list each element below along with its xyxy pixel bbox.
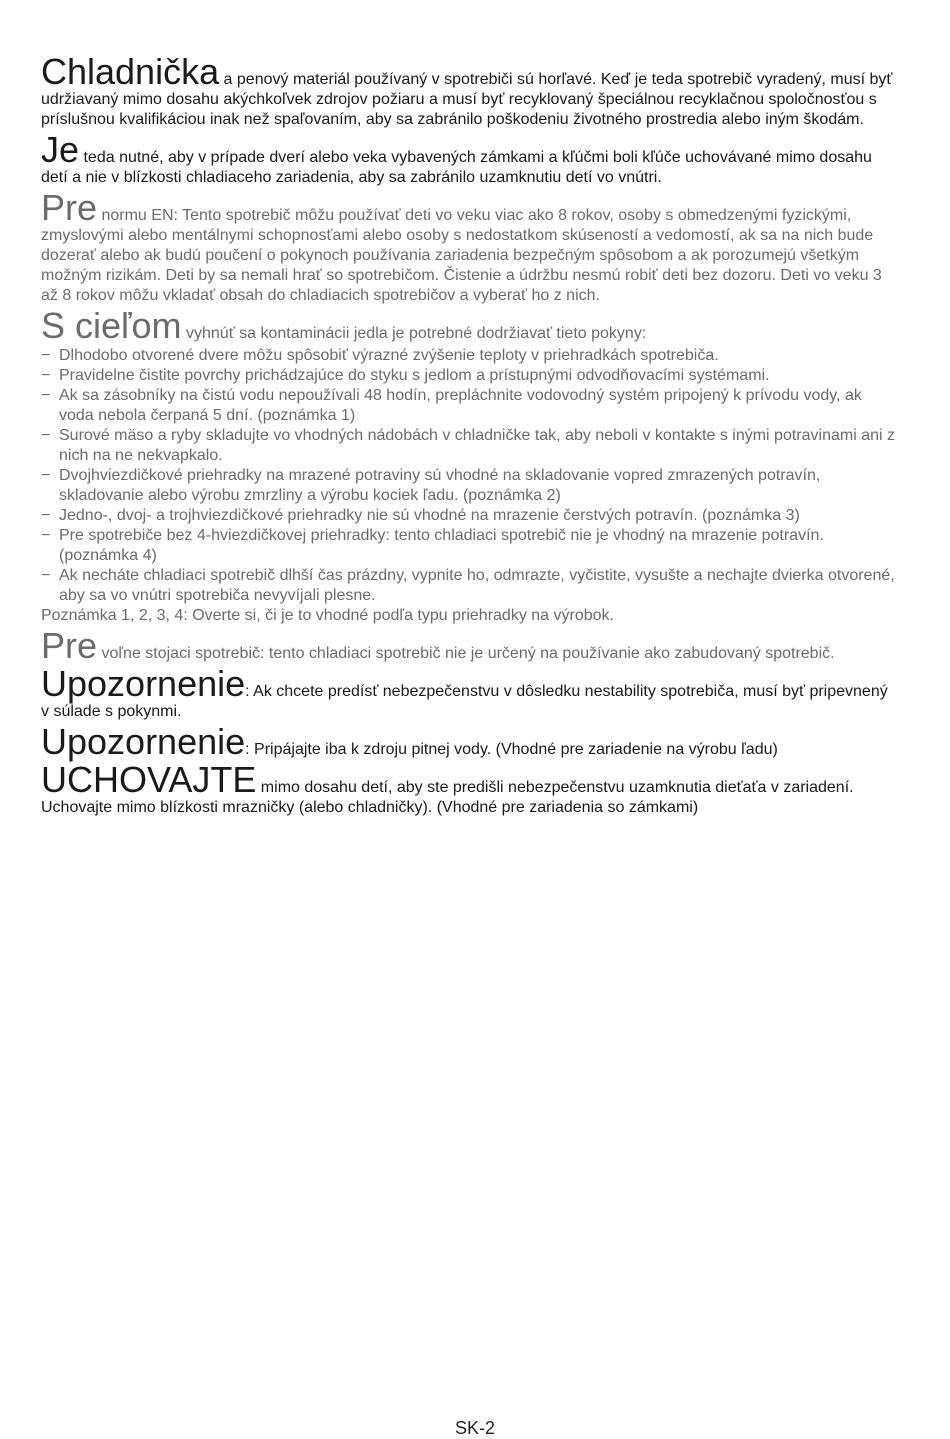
list-item: − Ak necháte chladiaci spotrebič dlhší čas prázdny, vypnite ho, odmrazte, vyčistite, vysušte a nechajte dvierka otvorené, aby sa vo vnútri spotrebiča nevyvíjali plesne. bbox=[41, 566, 897, 606]
lead-word: Pre bbox=[41, 625, 98, 666]
paragraph-keys bbox=[41, 129, 897, 188]
lead-word: S cieľom bbox=[41, 305, 182, 346]
lead-word: UCHOVAJTE bbox=[41, 759, 257, 800]
list-item: − Pre spotrebiče bez 4-hviezdičkovej priehradky: tento chladiaci spotrebič nie je vhodný na mrazenie potravín. (poznámka 4) bbox=[41, 526, 897, 566]
paragraph-freestanding bbox=[41, 625, 897, 666]
lead-word: Je bbox=[41, 129, 80, 170]
paragraph-warning-stability bbox=[41, 663, 897, 722]
lead-word: Upozornenie bbox=[41, 663, 246, 704]
paragraph-keep-away bbox=[41, 759, 897, 818]
paragraph-text: teda nutné, aby v prípade dverí alebo veka vybavených zámkami a kľúčmi boli kľúče uchovávané mimo dosahu detí a nie v blízkosti chladiaceho zariadenia, aby sa zabránilo uzamknutiu detí vo vnútri. bbox=[41, 149, 872, 186]
document-body bbox=[41, 51, 897, 820]
paragraph-text: : Pripájajte iba k zdroju pitnej vody. (Vhodné pre zariadenie na výrobu ľadu) bbox=[245, 741, 778, 758]
paragraph-text: : Ak chcete predísť nebezpečenstvu v dôsledku nestability spotrebiča, musí byť pripevnený v súlade s pokynmi. bbox=[41, 683, 888, 720]
paragraph-en-standard bbox=[41, 187, 897, 306]
paragraph-contamination bbox=[41, 305, 897, 346]
page-number: SK-2 bbox=[454, 1418, 496, 1438]
list-item: − Dvojhviezdičkové priehradky na mrazené potraviny sú vhodné na skladovanie vopred zmrazených potravín, skladovanie alebo výrobu zmrzliny a výrobu kociek ľadu. (poznámka 2) bbox=[41, 466, 897, 506]
lead-word: Pre bbox=[41, 187, 98, 228]
paragraph-flammable bbox=[41, 51, 897, 130]
list-item: − Jedno-, dvoj- a trojhviezdičkové priehradky nie sú vhodné na mrazenie čerstvých potravín. (poznámka 3) bbox=[41, 506, 897, 526]
lead-word: Upozornenie bbox=[41, 721, 246, 762]
paragraph-text: normu EN: Tento spotrebič môžu používať deti vo veku viac ako 8 rokov, osoby s obmedzenými fyzickými, zmyslovými alebo mentálnymi schopnosťami alebo osoby s nedostatkom skúseností a vedomostí, ak sa na nich bude dozerať alebo ak budú poučení o pokynoch používania zariadenia bezpečným spôsobom a ak porozumejú všetkým možným rizikám. Deti by sa nemali hrať so spotrebičom. Čistenie a údržbu nesmú robiť deti bez dozoru. Deti vo veku 3 až 8 rokov môžu vkladať obsah do chladiacich spotrebičov a vyberať ho z nich. bbox=[41, 207, 882, 304]
instruction-list bbox=[41, 346, 897, 606]
note-text: Poznámka 1, 2, 3, 4: Overte si, či je to vhodné podľa typu priehradky na výrobok. bbox=[41, 607, 614, 624]
lead-word: Chladnička bbox=[41, 51, 220, 92]
paragraph-text: mimo dosahu detí, aby ste predišli nebezpečenstvu uzamknutia dieťaťa v zariadení. Uchovajte mimo blízkosti mrazničky (alebo chladničky). (Vhodné pre zariadenia so zámkami) bbox=[41, 779, 854, 816]
paragraph-text: a penový materiál používaný v spotrebiči sú horľavé. Keď je teda spotrebič vyradený, musí byť udržiavaný mimo dosahu akýchkoľvek zdrojov požiaru a musí byť recyklovaný špeciálnou recyklačnou spoločnosťou s príslušnou kvalifikáciou inak než spaľovaním, aby sa zabránilo poškodeniu životného prostredia alebo iným škodám. bbox=[41, 71, 893, 128]
paragraph-text: vyhnúť sa kontaminácii jedla je potrebné dodržiavať tieto pokyny: bbox=[181, 325, 647, 342]
list-item: − Pravidelne čistite povrchy prichádzajúce do styku s jedlom a prístupnými odvodňovacími systémami. bbox=[41, 366, 897, 386]
list-item: − Dlhodobo otvorené dvere môžu spôsobiť výrazné zvýšenie teploty v priehradkách spotrebiča. bbox=[41, 346, 897, 366]
paragraph-warning-water bbox=[41, 721, 897, 762]
list-item: − Surové mäso a ryby skladujte vo vhodných nádobách v chladničke tak, aby neboli v kontakte s inými potravinami ani z nich na ne nekvapkalo. bbox=[41, 426, 897, 466]
list-item: − Ak sa zásobníky na čistú vodu nepoužívali 48 hodín, prepláchnite vodovodný systém pripojený k prívodu vody, ak voda nebola čerpaná 5 dní. (poznámka 1) bbox=[41, 386, 897, 426]
paragraph-text: voľne stojaci spotrebič: tento chladiaci spotrebič nie je určený na používanie ako zabudovaný spotrebič. bbox=[97, 645, 835, 662]
